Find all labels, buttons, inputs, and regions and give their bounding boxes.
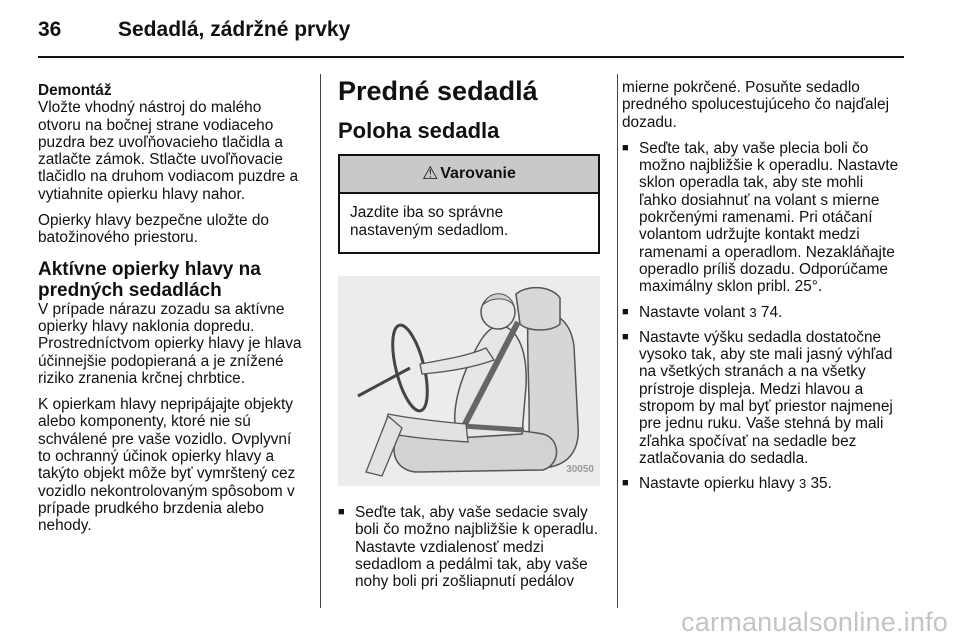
paragraph-continued: mierne pokrčené. Posuňte sedadlo predného spolucestujúceho čo najďalej dozadu. — [622, 79, 890, 131]
section-heading: Aktívne opierky hlavy na predných sedadlách — [38, 258, 261, 301]
header-rule — [38, 56, 904, 58]
warning-header — [340, 156, 598, 194]
warning-box — [338, 154, 600, 254]
seat-position-illustration — [338, 276, 600, 486]
page-ref[interactable]: 35. — [810, 475, 832, 493]
page-header — [38, 18, 900, 58]
section-title: Predné sedadlá — [338, 76, 538, 106]
list-item: ■ Seďte tak, aby vaše sedacie svaly boli čo možno najbližšie k operadlu. Nastavte vzdialenosť medzi sedadlom a pedálmi tak, aby vaše nohy boli pri zošliapnutí pedálov — [338, 504, 602, 590]
column-divider — [617, 74, 618, 608]
column-middle — [338, 76, 602, 598]
paragraph: V prípade nárazu zozadu sa aktívne opierky hlavy naklonia dopredu. Prostredníctvom opierky hlavy je hlava účinnejšie podopieraná a je znížené riziko zranenia krčnej chrbtice. — [38, 300, 302, 387]
list-item-text: Nastavte opierku hlavy — [639, 475, 795, 493]
page-ref-arrow-icon: 3 — [798, 476, 807, 492]
chapter-title: Sedadlá, zádržné prvky — [118, 18, 351, 41]
subsection-title: Poloha sedadla — [338, 118, 500, 143]
list-item-text: Nastavte volant — [639, 303, 746, 321]
driver-seat-illustration — [338, 276, 600, 486]
figure-code: 30050 — [566, 463, 594, 475]
list-item — [622, 304, 904, 321]
page-number: 36 — [38, 18, 62, 41]
column-right — [622, 79, 904, 501]
page-ref[interactable]: 74. — [760, 303, 783, 321]
column-left — [38, 82, 306, 544]
warning-text: Jazdite iba so správne nastaveným sedadlom. — [350, 204, 509, 239]
list-item — [622, 475, 904, 492]
paragraph: K opierkam hlavy nepripájajte objekty alebo komponenty, ktoré nie sú schválené pre vaše vozidlo. Ovplyvní to ochranný účinok opierky hlavy a takýto objekt môže byť vymrštený cez vozidlo nekontrolovaným spôsobom v prípade prudkého brzdenia alebo nehody. — [38, 396, 296, 535]
list-item: ■ Nastavte výšku sedadla dostatočne vysoko tak, aby ste mali jasný výhľad na všetkých stranách a na všetky prístroje displeja. Medzi hlavou a stropom by mal byť priestor najmenej pre jednu ruku. Vaše stehná by mali zľahka spočívať na sedadle bez zatlačovania do sedadla. — [622, 329, 904, 467]
subheading-demontaz: Demontáž — [38, 82, 112, 99]
page-ref-arrow-icon: 3 — [749, 304, 757, 320]
list-item: ■ Seďte tak, aby vaše plecia boli čo možno najbližšie k operadlu. Nastavte sklon operadla tak, aby ste mohli ľahko dosiahnuť na volant s mierne pokrčenými ramenami. Pri otáčaní volantom udržujte kontakt medzi ramenami a operadlom. Nezakláňajte operadlo príliš dozadu. Odporúčame maximálny sklon pribl. 25°. — [622, 140, 904, 296]
watermark: carmanualsonline.info — [681, 607, 948, 637]
warning-icon: ⚠ — [422, 163, 439, 184]
warning-title: Varovanie — [440, 165, 516, 183]
paragraph: Vložte vhodný nástroj do malého otvoru na bočnej strane vodiaceho puzdra bez uvoľňovacieho tlačidla a zatlačte zámok. Stlačte uvoľňovacie tlačidlo na druhom vodiacom puzdre a vytiahnite opierku hlavy nahor. — [38, 99, 299, 203]
column-divider — [320, 74, 321, 608]
paragraph: Opierky hlavy bezpečne uložte do batožinového priestoru. — [38, 212, 269, 247]
bullet-list — [338, 504, 602, 590]
bullet-list — [622, 140, 904, 493]
